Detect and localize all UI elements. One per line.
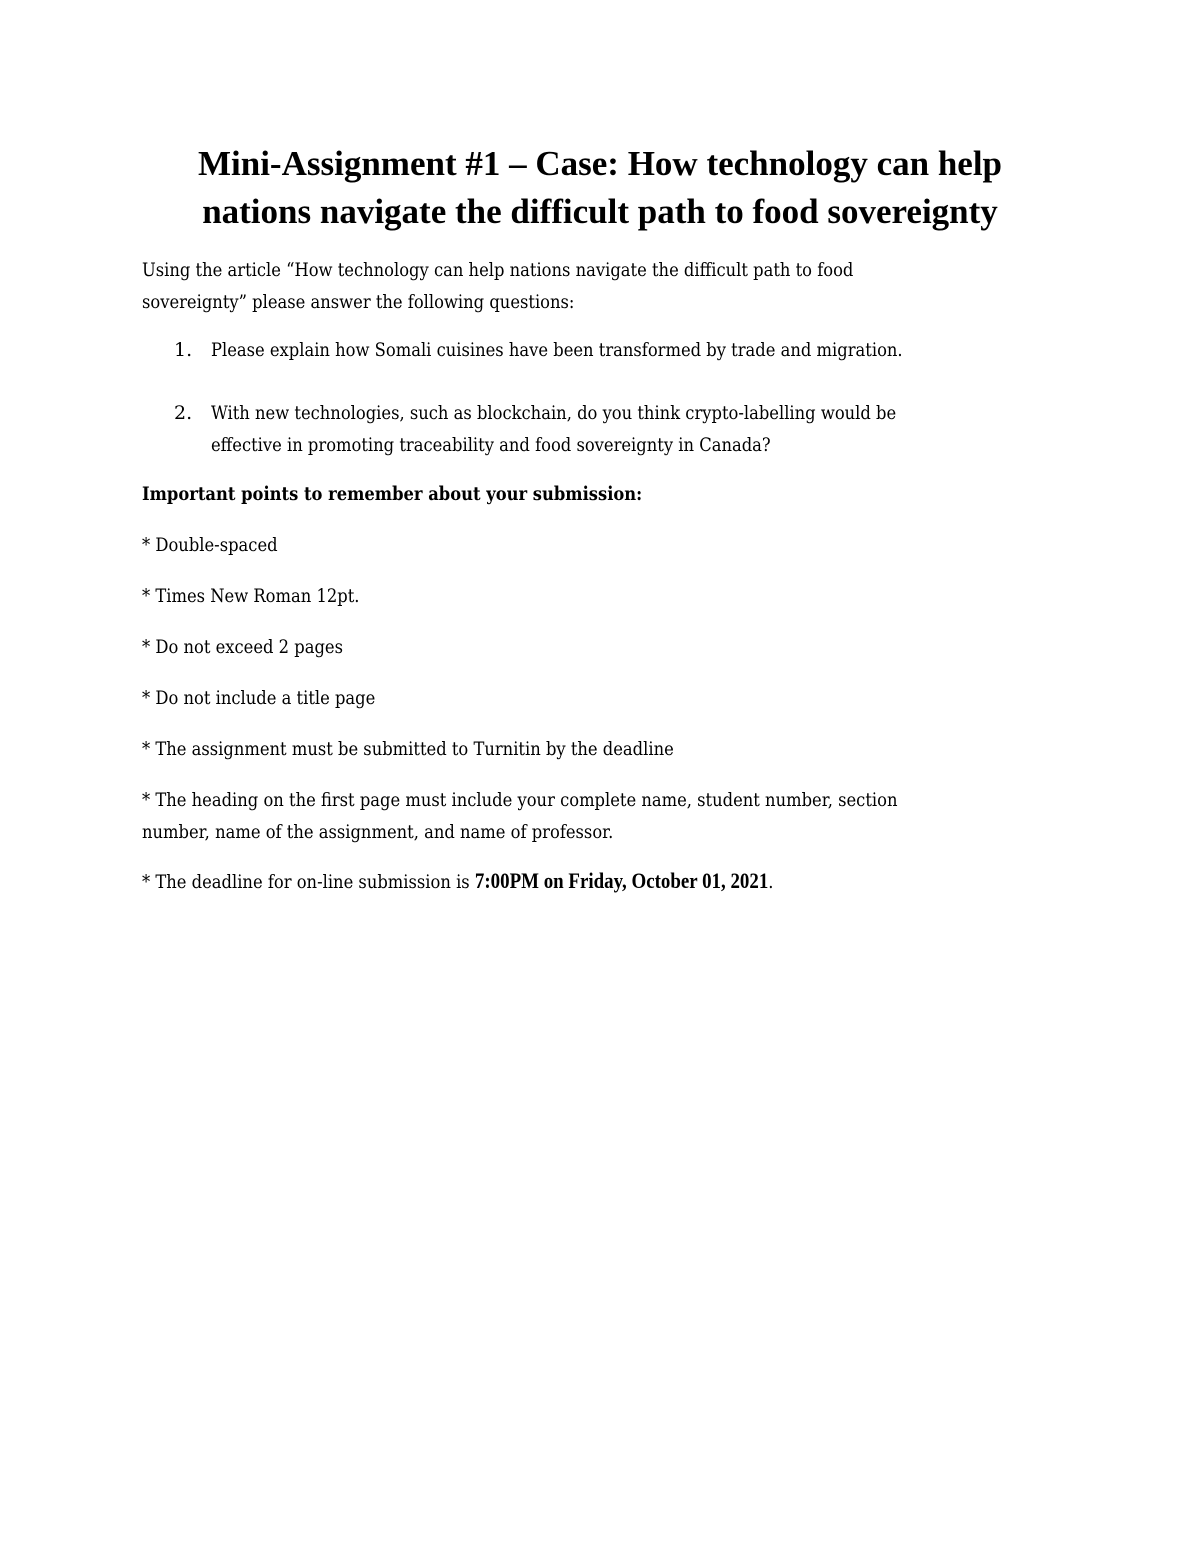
point-no-title-page: * Do not include a title page (142, 687, 376, 709)
point-font: * Times New Roman 12pt. (142, 585, 360, 607)
question-2-text-line-1: With new technologies, such as blockchain, do you think crypto-labelling would be (211, 402, 897, 424)
question-1-number: 1. (174, 339, 193, 361)
title-line-2: nations navigate the difficult path to food sovereignty (202, 192, 998, 231)
point-heading-line-1: * The heading on the first page must include your complete name, student number, section (142, 789, 898, 811)
point-turnitin: * The assignment must be submitted to Turnitin by the deadline (142, 738, 674, 760)
point-heading-line-2: number, name of the assignment, and name of professor. (142, 821, 614, 843)
point-page-limit: * Do not exceed 2 pages (142, 636, 343, 658)
intro-line-2: sovereignty” please answer the following questions: (142, 291, 575, 313)
deadline-suffix: . (768, 871, 774, 893)
points-heading: Important points to remember about your submission: (142, 483, 643, 505)
deadline-value: 7:00PM on Friday, October 01, 2021 (474, 868, 769, 893)
intro-line-1: Using the article “How technology can help nations navigate the difficult path to food (142, 259, 854, 281)
question-2-text-line-2: effective in promoting traceability and food sovereignty in Canada? (211, 434, 771, 456)
point-double-spaced: * Double-spaced (142, 534, 278, 556)
deadline-prefix: * The deadline for on-line submission is (142, 871, 475, 893)
title-line-1: Mini-Assignment #1 – Case: How technology can help (197, 144, 1003, 183)
question-2-number: 2. (174, 402, 193, 424)
question-1-text: Please explain how Somali cuisines have been transformed by trade and migration. (211, 339, 903, 361)
point-deadline (142, 865, 942, 898)
page-title (120, 140, 1080, 236)
